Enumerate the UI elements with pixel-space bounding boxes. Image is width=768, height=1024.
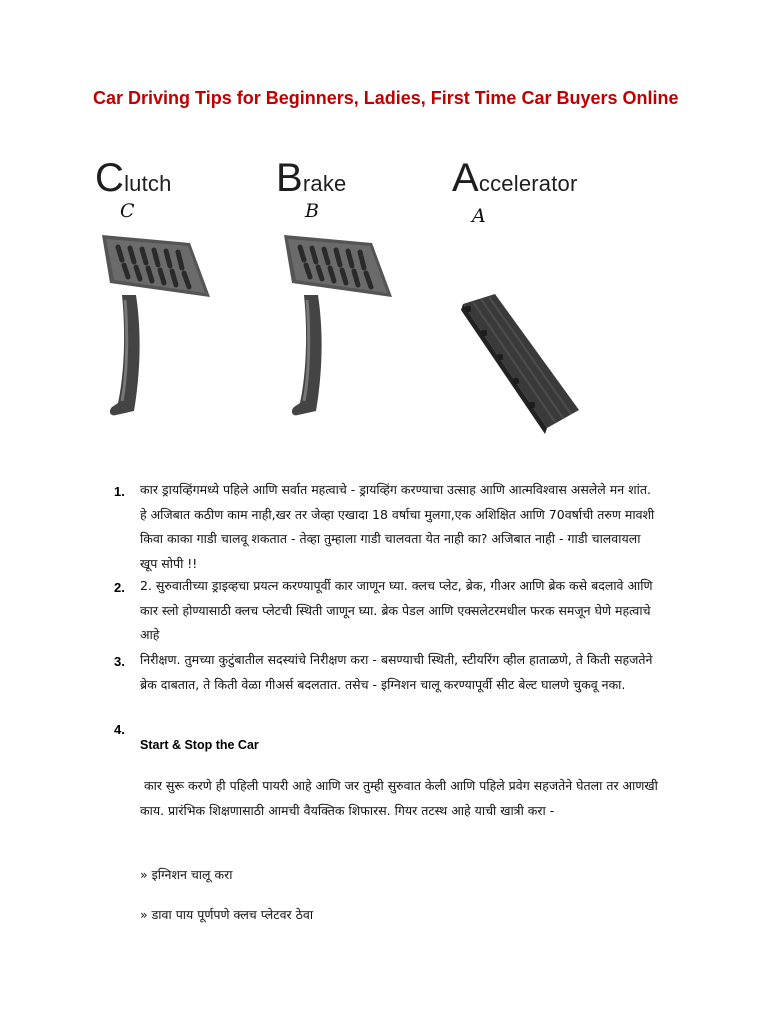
list-item-text: 2. सुरुवातीच्या ड्राइव्हचा प्रयत्न करण्यापूर्वी कार जाणून घ्या. क्लच प्लेट, ब्रेक, गीअर आणि ब्रेक कसे बदलावे आणि कार स्लो होण्यासाठी क्लच प्लेटची स्थिती जाणून घ्या. ब्रेक पेडल आणि एक्सलेटरमधील फरक समजून घेणे महत्वाचे आहे	[140, 578, 653, 642]
clutch-pedal-image	[92, 225, 212, 425]
step-item: » डावा पाय पूर्णपणे क्लच प्लेटवर ठेवा	[140, 907, 314, 922]
page-title: Car Driving Tips for Beginners, Ladies, First Time Car Buyers Online	[93, 88, 679, 108]
list-number: 3.	[114, 654, 125, 669]
section-heading: Start & Stop the Car	[140, 738, 259, 752]
accelerator-pedal-image	[455, 292, 585, 437]
clutch-letter: C	[120, 200, 135, 222]
section-paragraph: कार सुरू करणे ही पहिली पायरी आहे आणि जर तुम्ही सुरुवात केली आणि पहिले प्रवेग सहजतेने घेतला तर आणखी काय. प्रारंभिक शिक्षणासाठी आमची वैयक्तिक शिफारस. गियर तटस्थ आहे याची खात्री करा -	[140, 778, 658, 818]
accelerator-label: Accelerator	[452, 156, 578, 200]
brake-letter: B	[305, 200, 319, 222]
brake-pedal-image	[274, 225, 394, 425]
list-number: 1.	[114, 484, 125, 499]
accelerator-letter: A	[472, 205, 486, 227]
clutch-label: Clutch	[95, 156, 172, 200]
list-number: 2.	[114, 580, 125, 595]
list-item-text: कार ड्रायव्हिंगमध्ये पहिले आणि सर्वात महत्वाचे - ड्रायव्हिंग करण्याचा उत्साह आणि आत्मविश्वास असलेले मन शांत. हे अजिबात कठीण काम नाही,खर तर जेव्हा एखादा 18 वर्षाचा मुलगा,एक अशिक्षित आणि 70वर्षाची तरुण मावशी किवा काका गाडी चालवू शकतात - तेव्हा तुम्हाला गाडी चालवता येत नाही का? अजिबात नाही - गाडी चालवायला खूप सोपी !!	[140, 482, 655, 571]
list-item-text: निरीक्षण. तुमच्या कुटुंबातील सदस्यांचे निरीक्षण करा - बसण्याची स्थिती, स्टीयरिंग व्हील हाताळणे, ते किती सहजतेने ब्रेक दाबतात, ते किती वेळा गीअर्स बदलतात. तसेच - इग्निशन चालू करण्यापूर्वी सीट बेल्ट घालणे चुकवू नका.	[140, 652, 653, 692]
step-item: » इग्निशन चालू करा	[140, 867, 233, 882]
list-number: 4.	[114, 722, 125, 737]
brake-label: Brake	[276, 156, 347, 200]
